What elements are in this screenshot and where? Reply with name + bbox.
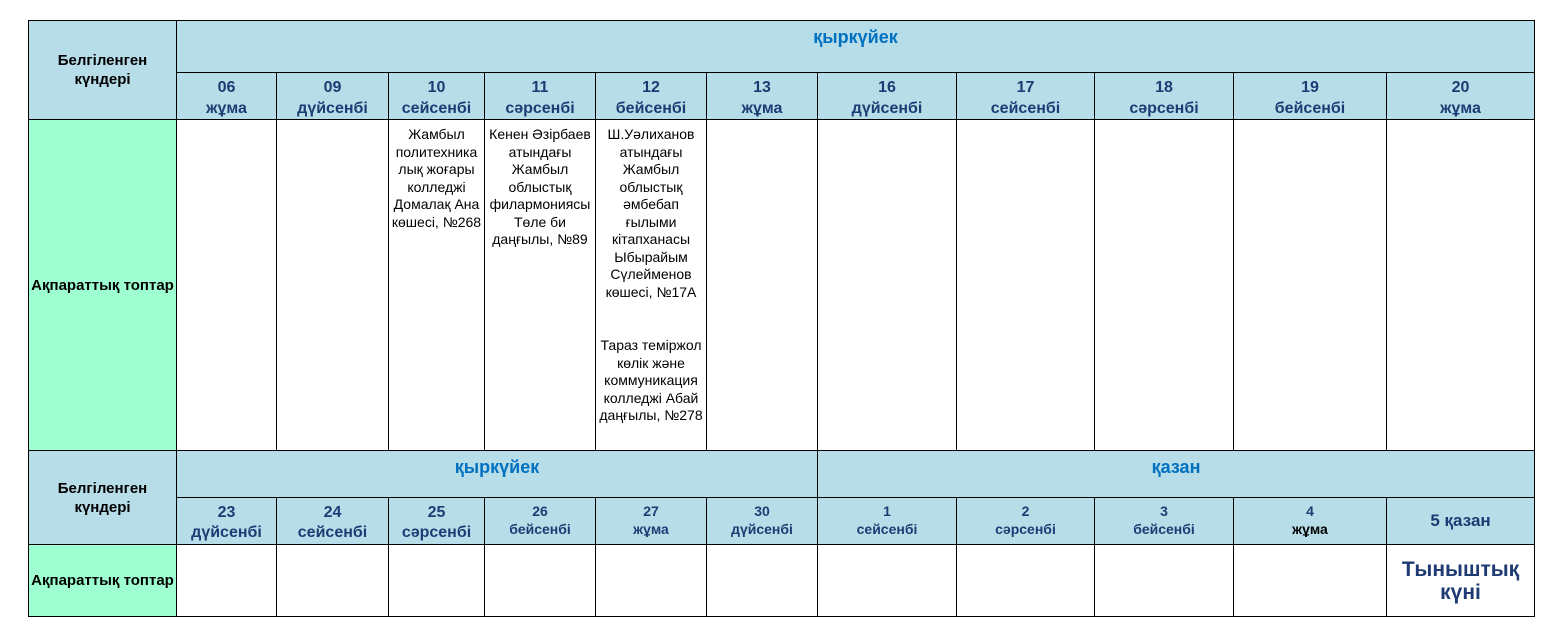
section2-month-row (29, 451, 1535, 498)
date-cell: 2 сәрсенбі (957, 498, 1095, 545)
section2-groups-label: Ақпараттық топтар (29, 545, 177, 617)
venue-cell-empty (1387, 120, 1535, 451)
date-cell: 11 сәрсенбі (485, 73, 596, 120)
venue-cell-empty (957, 120, 1095, 451)
venue-cell-empty (1234, 120, 1387, 451)
venue-cell-empty (707, 120, 818, 451)
section1-dates-label: Белгіленген күндері (29, 21, 177, 120)
venue-cell-empty (1095, 545, 1234, 617)
date-cell: 19 бейсенбі (1234, 73, 1387, 120)
venue-cell-empty (957, 545, 1095, 617)
venue-cell-empty (177, 545, 277, 617)
venue-text: Тараз теміржол көлік және коммуникация колледжі Абай даңғылы, №278 (599, 337, 703, 423)
section2-month1-header: қыркүйек (177, 451, 818, 498)
date-cell: 4 жұма (1234, 498, 1387, 545)
venue-cell-empty (277, 120, 389, 451)
venue-cell-empty (389, 545, 485, 617)
date-cell: 20 жұма (1387, 73, 1535, 120)
venue-cell-empty (485, 545, 596, 617)
election-schedule-table (28, 20, 1535, 617)
date-cell: 09 дүйсенбі (277, 73, 389, 120)
date-cell: 17 сейсенбі (957, 73, 1095, 120)
venue-text: Жамбыл политехника лық жоғары колледжі Домалақ Ана көшесі, №268 (391, 126, 482, 230)
date-cell: 27 жұма (596, 498, 707, 545)
venue-text: Ш.Уәлиханов атындағы Жамбыл облыстық әмбебап ғылыми кітапханасы Ыбырайым Сүлейменов көшесі, №17А (605, 126, 697, 300)
venue-cell-12 (596, 120, 707, 451)
date-cell: 1 сейсенбі (818, 498, 957, 545)
venue-cell-empty (818, 545, 957, 617)
section2-dates-label: Белгіленген күндері (29, 451, 177, 545)
date-cell: 3 бейсенбі (1095, 498, 1234, 545)
date-cell: 23 дүйсенбі (177, 498, 277, 545)
venue-cell-10 (389, 120, 485, 451)
venue-text: Кенен Әзірбаев атындағы Жамбыл облыстық филармониясы Төле би даңғылы, №89 (489, 126, 591, 247)
date-cell: 30 дүйсенбі (707, 498, 818, 545)
date-cell-last: 5 қазан (1387, 498, 1535, 545)
section1-groups-row (29, 120, 1535, 451)
date-cell: 18 сәрсенбі (1095, 73, 1234, 120)
venue-cell-empty (818, 120, 957, 451)
section1-month-header: қыркүйек (177, 21, 1535, 73)
section2-groups-row (29, 545, 1535, 617)
venue-cell-empty (177, 120, 277, 451)
date-cell: 10 сейсенбі (389, 73, 485, 120)
date-cell: 12 бейсенбі (596, 73, 707, 120)
section1-groups-label: Ақпараттық топтар (29, 120, 177, 451)
venue-cell-empty (1234, 545, 1387, 617)
quiet-day-cell: Тыныштық күні (1387, 545, 1535, 617)
venue-cell-empty (596, 545, 707, 617)
venue-cell-11 (485, 120, 596, 451)
date-cell: 16 дүйсенбі (818, 73, 957, 120)
date-cell: 26 бейсенбі (485, 498, 596, 545)
section1-month-row (29, 21, 1535, 73)
venue-cell-empty (1095, 120, 1234, 451)
date-cell: 24 сейсенбі (277, 498, 389, 545)
venue-cell-empty (707, 545, 818, 617)
date-cell: 13 жұма (707, 73, 818, 120)
section2-dates-row (29, 498, 1535, 545)
date-cell: 06 жұма (177, 73, 277, 120)
section2-month2-header: қазан (818, 451, 1535, 498)
date-cell: 25 сәрсенбі (389, 498, 485, 545)
section1-dates-row (29, 73, 1535, 120)
venue-cell-empty (277, 545, 389, 617)
